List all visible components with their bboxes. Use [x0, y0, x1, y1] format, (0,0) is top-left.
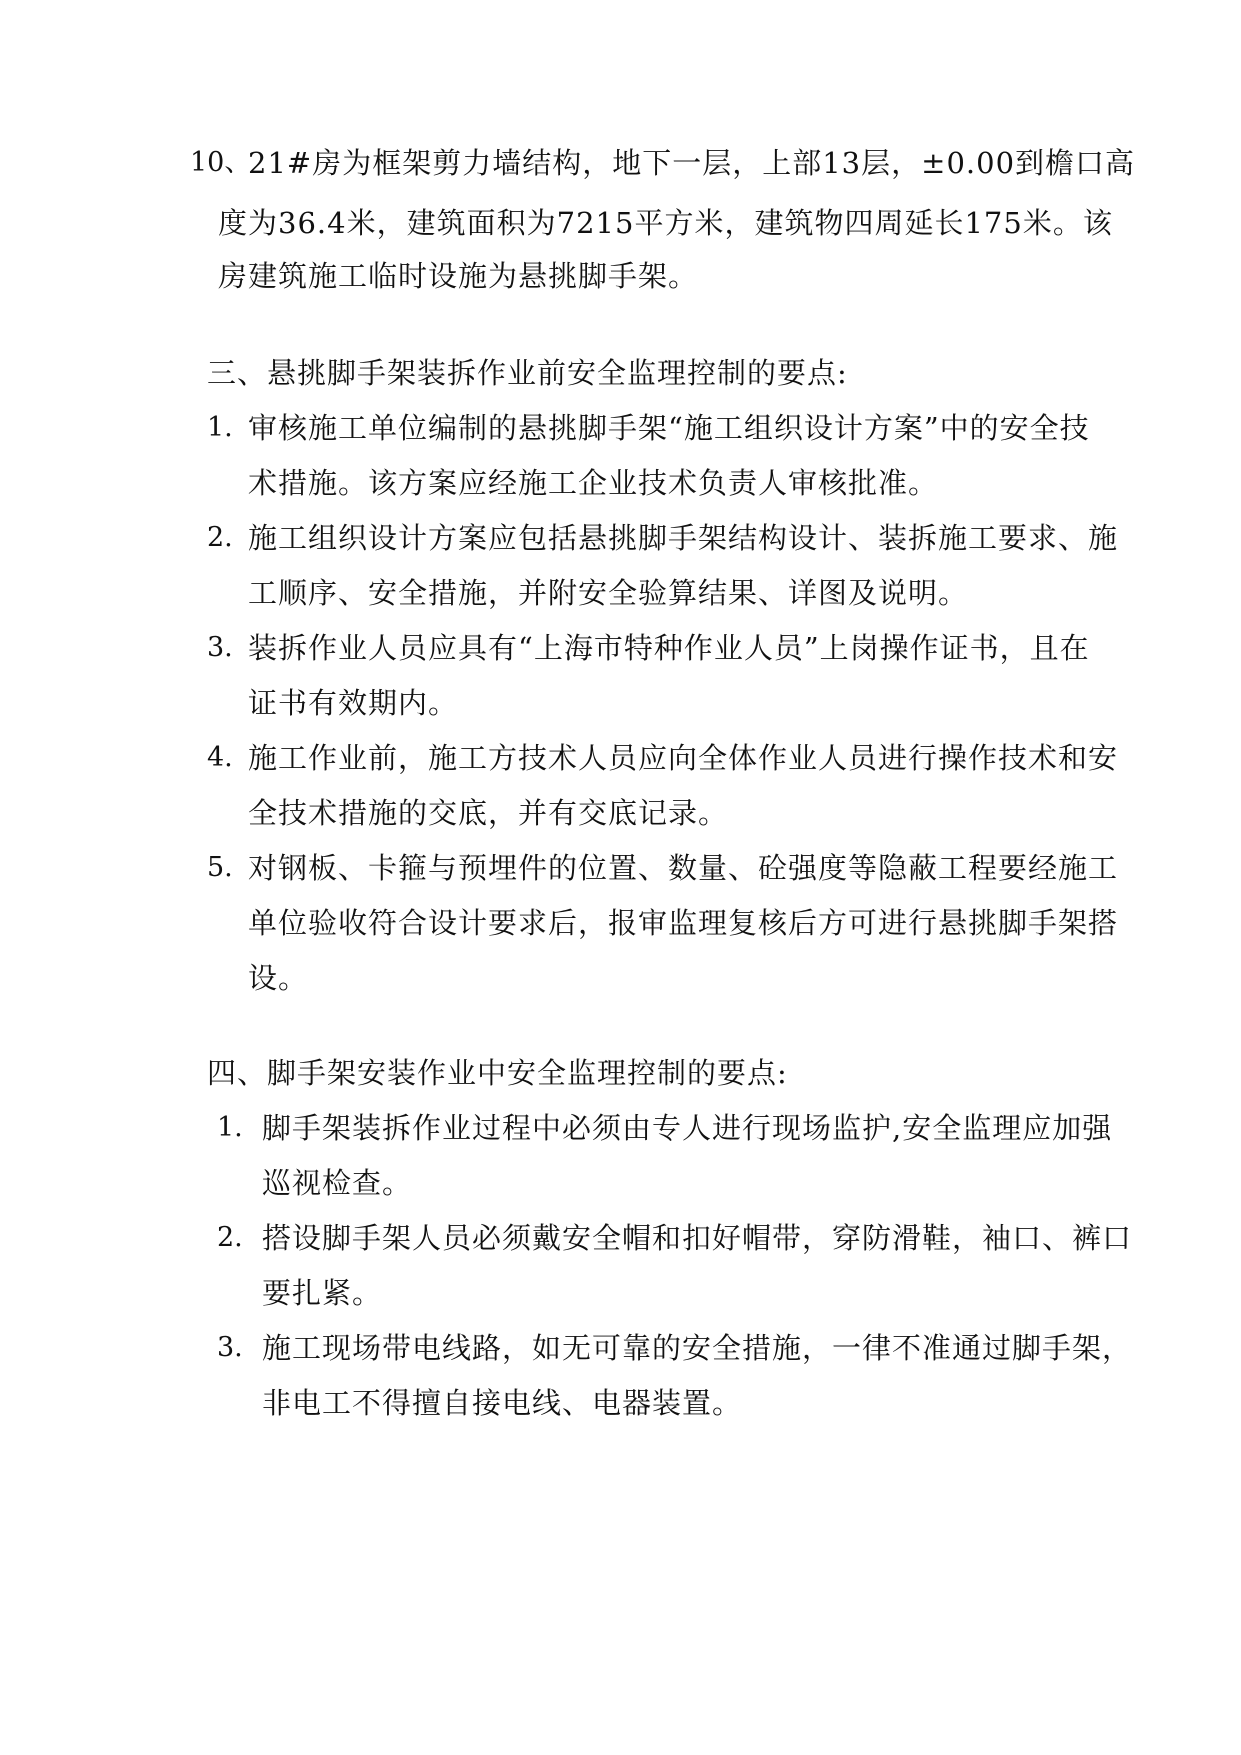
section-4-item-3-line-2: 非电工不得擅自接电线、电器装置。 [262, 1386, 743, 1420]
item-10-line-1 [248, 143, 1136, 183]
item-10-number: 10、 [190, 147, 252, 178]
item-10-seg: 该 [1082, 206, 1113, 240]
section-4-item-2-line-1: 搭设脚手架人员必须戴安全帽和扣好帽带，穿防滑鞋，袖口、裤口 [262, 1221, 1133, 1255]
section-3-item-1-number: 1. [207, 412, 233, 443]
item-10-seg: 米。 [1022, 206, 1083, 240]
section-4-item-1-line-2: 巡视检查。 [262, 1166, 413, 1200]
item-10-seg: 21#房为框架剪力墙结构， [248, 146, 613, 180]
item-10-seg: 地下一层， [612, 146, 763, 180]
item-10-seg: 36.4 [278, 206, 347, 240]
item-10-seg: 7215 [556, 206, 635, 240]
item-10-seg: 建筑面积为 [406, 206, 557, 240]
item-10-seg: 13 [822, 146, 862, 180]
section-3-item-2-line-1: 施工组织设计方案应包括悬挑脚手架结构设计、装拆施工要求、施 [248, 521, 1119, 555]
section-4-item-1-line-1: 脚手架装拆作业过程中必须由专人进行现场监护,安全监理应加强 [262, 1111, 1113, 1145]
section-3-item-3-number: 3. [207, 632, 233, 663]
item-10-seg: ±0.00 [921, 146, 1016, 180]
section-3-item-5-line-3: 设。 [248, 961, 309, 995]
section-4-item-3-line-1: 施工现场带电线路，如无可靠的安全措施，一律不准通过脚手架， [262, 1331, 1133, 1365]
section-3-item-4-line-2: 全技术措施的交底，并有交底记录。 [248, 796, 729, 830]
section-3-item-5-line-1: 对钢板、卡箍与预埋件的位置、数量、砼强度等隐蔽工程要经施工 [248, 851, 1119, 885]
item-10-line-3: 房建筑施工临时设施为悬挑脚手架。 [218, 259, 699, 293]
section-3-item-1-line-2: 术措施。该方案应经施工企业技术负责人审核批准。 [248, 466, 939, 500]
section-4-item-3-number: 3. [217, 1332, 243, 1363]
section-4-item-2-number: 2. [217, 1222, 243, 1253]
section-3-item-1-line-1: 审核施工单位编制的悬挑脚手架“施工组织设计方案”中的安全技 [248, 411, 1090, 445]
section-3-item-4-line-1: 施工作业前，施工方技术人员应向全体作业人员进行操作技术和安 [248, 741, 1119, 775]
section-4-item-2-line-2: 要扎紧。 [262, 1276, 383, 1310]
item-10-seg: 米， [346, 206, 407, 240]
section-3-item-2-number: 2. [207, 522, 233, 553]
item-10-seg: 度为 [218, 206, 279, 240]
item-10-seg: 层， [861, 146, 922, 180]
section-4-heading: 四、脚手架安装作业中安全监理控制的要点: [207, 1056, 788, 1090]
item-10-seg: 上部 [762, 146, 823, 180]
item-10-seg: 175 [964, 206, 1023, 240]
section-3-item-3-line-2: 证书有效期内。 [248, 686, 459, 720]
item-10-seg: 建筑物四周延长 [754, 206, 965, 240]
section-3-item-3-line-1: 装拆作业人员应具有“上海市特种作业人员”上岗操作证书，且在 [248, 631, 1090, 665]
item-10-line-2 [218, 203, 1113, 243]
section-3-item-2-line-2: 工顺序、安全措施，并附安全验算结果、详图及说明。 [248, 576, 969, 610]
section-3-item-4-number: 4. [207, 742, 233, 773]
item-10-seg: 平方米， [634, 206, 755, 240]
item-10-seg: 到檐口高 [1015, 146, 1136, 180]
section-3-heading: 三、悬挑脚手架装拆作业前安全监理控制的要点: [207, 356, 848, 390]
section-3-item-5-line-2: 单位验收符合设计要求后，报审监理复核后方可进行悬挑脚手架搭 [248, 906, 1119, 940]
section-3-item-5-number: 5. [207, 852, 233, 883]
section-4-item-1-number: 1. [217, 1112, 243, 1143]
